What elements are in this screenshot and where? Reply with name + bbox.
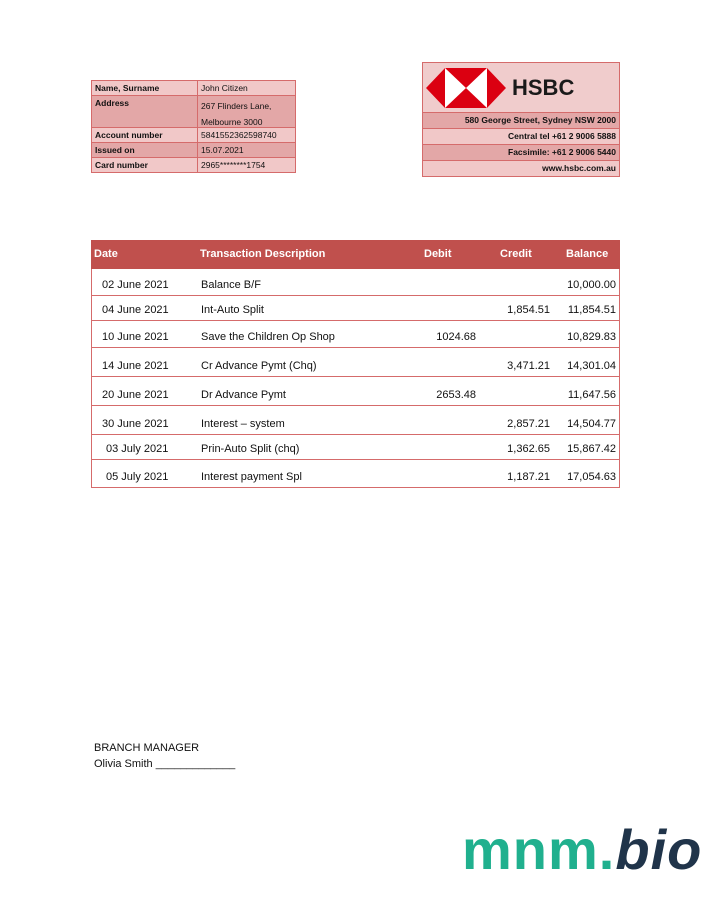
- info-value: 5841552362598740: [201, 130, 277, 140]
- cell-credit: 1,362.65: [507, 443, 550, 455]
- watermark-part-2: bio: [615, 818, 703, 881]
- cell-date: 30 June 2021: [102, 418, 169, 430]
- cell-description: Interest payment Spl: [201, 471, 302, 483]
- cell-date: 04 June 2021: [102, 304, 169, 316]
- cell-description: Balance B/F: [201, 279, 261, 291]
- table-row: [92, 406, 619, 435]
- bank-phone: Central tel +61 2 9006 5888: [422, 129, 620, 145]
- cell-credit: 1,187.21: [507, 471, 550, 483]
- cell-balance: 14,504.77: [567, 418, 616, 430]
- cell-credit: 1,854.51: [507, 304, 550, 316]
- cell-balance: 10,000.00: [567, 279, 616, 291]
- transactions-body: [91, 269, 620, 488]
- signature-title: BRANCH MANAGER: [94, 742, 200, 754]
- header-debit: Debit: [424, 248, 452, 260]
- cell-description: Interest – system: [201, 418, 285, 430]
- cell-date: 14 June 2021: [102, 360, 169, 372]
- info-row-address: [91, 96, 296, 128]
- signature-block: [94, 740, 235, 772]
- cell-balance: 17,054.63: [567, 471, 616, 483]
- cell-balance: 14,301.04: [567, 360, 616, 372]
- table-row: [92, 321, 619, 348]
- cell-balance: 15,867.42: [567, 443, 616, 455]
- cell-description: Dr Advance Pymt: [201, 389, 286, 401]
- cell-credit: 3,471.21: [507, 360, 550, 372]
- table-row: [92, 435, 619, 460]
- bank-website: www.hsbc.com.au: [422, 161, 620, 177]
- info-label: Name, Surname: [92, 81, 198, 95]
- cell-date: 02 June 2021: [102, 279, 169, 291]
- bank-fax: Facsimile: +61 2 9006 5440: [422, 145, 620, 161]
- cell-description: Save the Children Op Shop: [201, 331, 335, 343]
- header-date: Date: [94, 248, 118, 260]
- cell-debit: 2653.48: [436, 389, 476, 401]
- info-value: 2965********1754: [201, 160, 266, 170]
- info-label: Card number: [92, 158, 198, 172]
- bank-info-block: [422, 62, 620, 177]
- info-value: [198, 96, 295, 127]
- cell-balance: 11,854.51: [567, 304, 616, 316]
- table-row: [92, 377, 619, 406]
- cell-balance: 10,829.83: [567, 331, 616, 343]
- header-balance: Balance: [566, 248, 609, 260]
- cell-credit: 2,857.21: [507, 418, 550, 430]
- bank-name: HSBC: [512, 75, 575, 100]
- bank-logo-area: [422, 62, 620, 113]
- signature-name: Olivia Smith: [94, 758, 153, 770]
- cell-date: 05 July 2021: [106, 471, 169, 483]
- hsbc-hexagon-logo-icon: [425, 67, 507, 109]
- info-value: 15.07.2021: [201, 145, 244, 155]
- cell-description: Cr Advance Pymt (Chq): [201, 360, 317, 372]
- bank-address: 580 George Street, Sydney NSW 2000: [422, 113, 620, 129]
- info-label: Address: [92, 96, 198, 127]
- info-row-card: [91, 158, 296, 173]
- table-row: [92, 460, 619, 487]
- info-value: John Citizen: [201, 83, 248, 93]
- watermark-part-1: mnm.: [462, 818, 616, 881]
- table-row: [92, 348, 619, 377]
- info-label: Account number: [92, 128, 198, 142]
- cell-date: 03 July 2021: [106, 443, 169, 455]
- info-row-account: [91, 128, 296, 143]
- table-row: [92, 269, 619, 296]
- customer-info-table: [91, 80, 296, 173]
- header-credit: Credit: [500, 248, 532, 260]
- info-row-issued: [91, 143, 296, 158]
- address-line-1: 267 Flinders Lane,: [201, 101, 272, 111]
- address-line-2: Melbourne 3000: [201, 117, 263, 127]
- watermark-logo: [462, 817, 702, 882]
- signature-line: _____________: [155, 758, 236, 770]
- cell-date: 20 June 2021: [102, 389, 169, 401]
- info-row-name: [91, 80, 296, 96]
- transactions-header: [91, 240, 620, 269]
- table-row: [92, 296, 619, 321]
- info-label: Issued on: [92, 143, 198, 157]
- signature-name-line: [94, 756, 235, 772]
- transactions-table: [91, 240, 620, 488]
- header-description: Transaction Description: [200, 248, 326, 260]
- cell-balance: 11,647.56: [567, 389, 616, 401]
- cell-date: 10 June 2021: [102, 331, 169, 343]
- cell-description: Int-Auto Split: [201, 304, 264, 316]
- cell-debit: 1024.68: [436, 331, 476, 343]
- cell-description: Prin-Auto Split (chq): [201, 443, 300, 455]
